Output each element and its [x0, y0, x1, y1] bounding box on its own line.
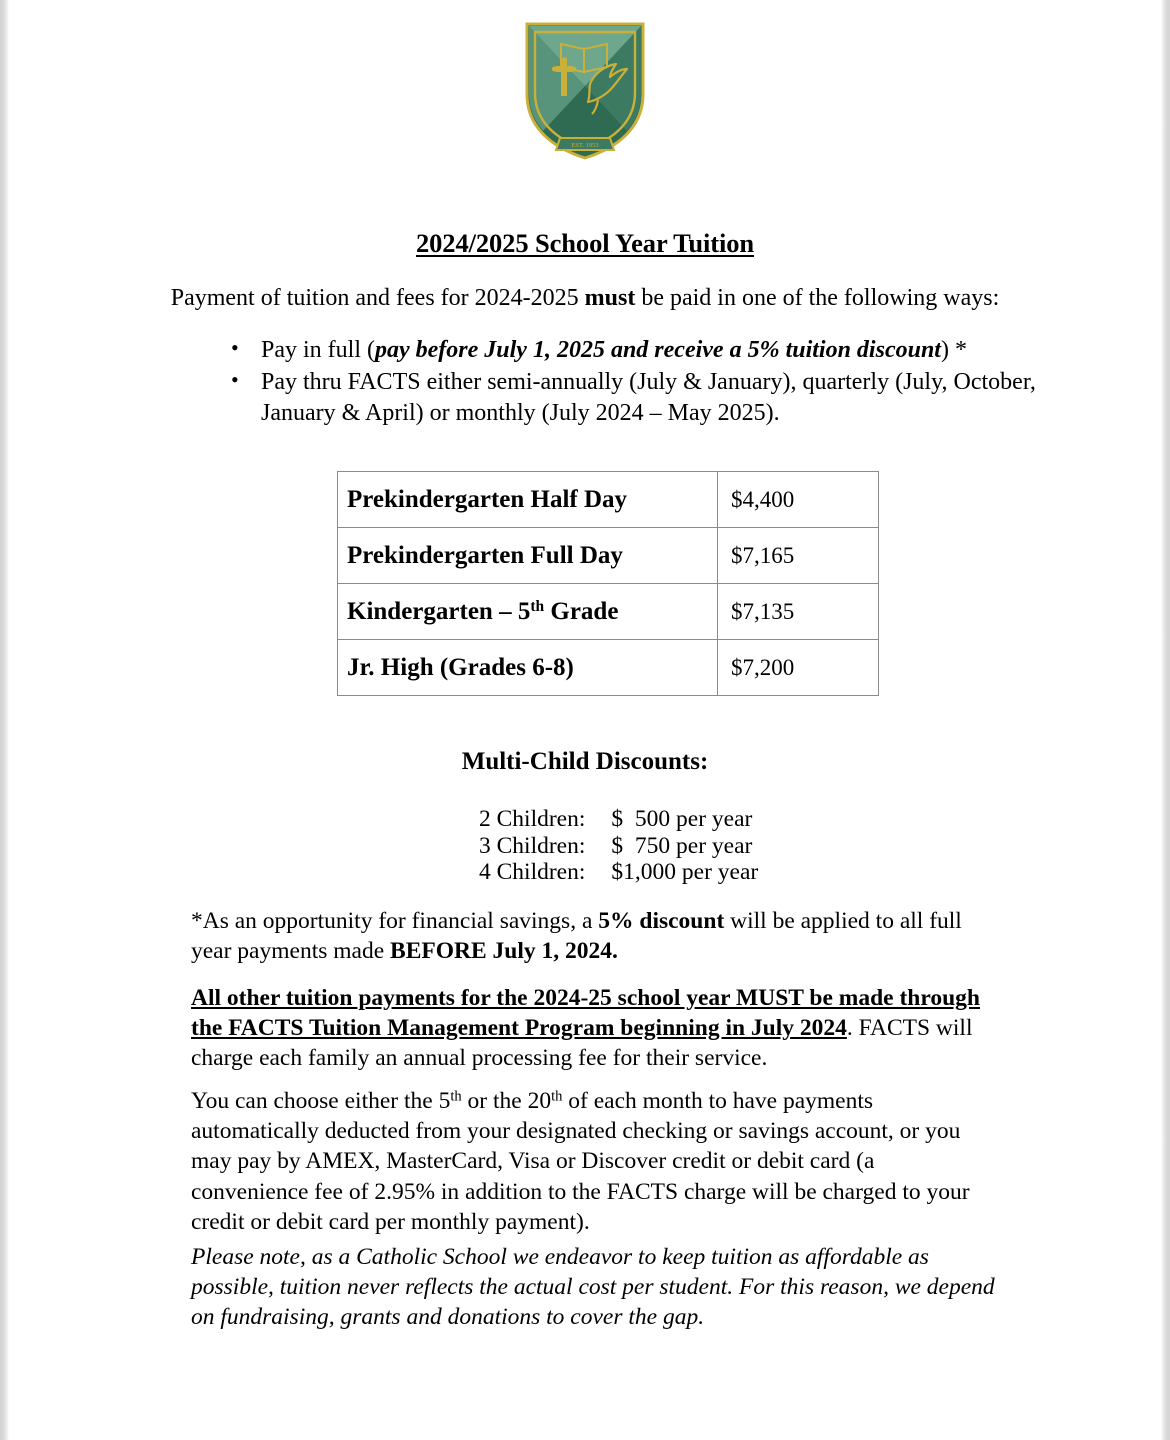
multi-child-discounts-table [479, 806, 758, 886]
level-text-before: Prekindergarten Full Day [347, 541, 623, 569]
option-emphasis-text: pay before July 1, 2025 and receive a 5% tuition discount [375, 337, 941, 363]
discount-child-count: 2 Children: [479, 806, 586, 832]
discount-note-bold-percent: 5% discount [598, 908, 725, 934]
discount-amount: $ 750 per year [611, 832, 753, 859]
catholic-school-note-paragraph: Please note, as a Catholic School we endeavor to keep tuition as affordable as possible, tuition never reflects the actual cost per student. For this reason, we depend on fundraising, grants and donations to cover the gap. [191, 1244, 995, 1331]
option-lead-text: Pay in full ( [261, 337, 375, 363]
table-row [479, 806, 758, 833]
page-title-text: 2024/2025 School Year Tuition [416, 228, 754, 258]
level-text-before: Prekindergarten Half Day [347, 485, 628, 513]
level-superscript: th [530, 597, 545, 615]
school-crest-logo-icon [520, 14, 650, 162]
intro-paragraph [9, 283, 1161, 314]
crest-container [9, 14, 1161, 167]
multi-child-discounts-heading: Multi-Child Discounts: [461, 748, 709, 775]
table-row [338, 584, 879, 640]
table-row [338, 640, 879, 696]
page-edge-shadow-left [0, 0, 9, 1440]
table-row [479, 833, 758, 860]
discount-amount: $ 500 per year [611, 806, 753, 832]
intro-text-before: Payment of tuition and fees for 2024-2025 [170, 285, 585, 311]
tuition-level-cell [338, 472, 718, 528]
discount-note-bold-deadline: BEFORE July 1, 2024. [390, 938, 618, 965]
table-row [338, 528, 879, 584]
list-item [225, 367, 1045, 429]
discount-note-seg3: will be applied to all full year payments made [191, 908, 962, 965]
tuition-amount-cell: $7,165 [718, 528, 879, 584]
level-text-before: Kindergarten – 5 [347, 597, 531, 625]
payment-date-sup-5th: th [450, 1088, 462, 1105]
tuition-level-cell [338, 584, 718, 640]
payment-date-seg3: of each month to have payments automatically deducted from your designated checking or savings account, or you may pay by AMEX, MasterCard, Visa or Discover credit or debit card (a convenience fee of 2.95% in addition to the FACTS charge will be charged to your credit or debit card per monthly payment). [191, 1088, 970, 1235]
tuition-rate-table [337, 471, 879, 696]
list-item [225, 335, 1045, 366]
tuition-level-cell [338, 528, 718, 584]
payment-date-seg1: You can choose either the 5 [191, 1088, 451, 1114]
table-row [338, 472, 879, 528]
tuition-amount-cell: $4,400 [718, 472, 879, 528]
tuition-amount-cell: $7,135 [718, 584, 879, 640]
intro-text-after: be paid in one of the following ways: [635, 285, 1000, 311]
level-text-before: Jr. High (Grades 6-8) [347, 653, 574, 681]
option-tail-text: ) * [940, 337, 967, 363]
payment-options-list [189, 335, 1045, 431]
payment-date-paragraph [191, 1086, 996, 1237]
discount-amount: $1,000 per year [611, 859, 759, 886]
discount-child-count: 3 Children: [479, 832, 586, 859]
page-title [9, 228, 1161, 259]
document-page [9, 0, 1161, 1440]
option-lead-text: Pay thru FACTS either semi-annually (July & January), quarterly (July, October, January & April) or monthly (July 2024 – May 2025). [261, 369, 1036, 427]
level-text-after: Grade [544, 597, 619, 625]
facts-requirement-emphasis: All other tuition payments for the 2024-25 school year MUST be made through the FACTS Tuition Management Program beginning in July 2024 [191, 985, 981, 1042]
facts-requirement-tail: . FACTS will charge each family an annual processing fee for their service. [191, 1015, 973, 1072]
table-row [479, 859, 758, 886]
payment-date-seg2: or the 20 [461, 1088, 552, 1114]
crest-banner-text: EST. 1953 [571, 142, 599, 149]
tuition-amount-cell: $7,200 [718, 640, 879, 696]
page-edge-shadow-right [1161, 0, 1170, 1440]
payment-date-sup-20th: th [551, 1088, 563, 1105]
intro-emphasis-must: must [584, 285, 636, 311]
discount-note-seg1: *As an opportunity for financial savings, a [191, 908, 599, 934]
discount-note-paragraph [191, 906, 996, 966]
discount-child-count: 4 Children: [479, 859, 586, 886]
facts-requirement-paragraph [191, 983, 996, 1074]
tuition-level-cell [338, 640, 718, 696]
